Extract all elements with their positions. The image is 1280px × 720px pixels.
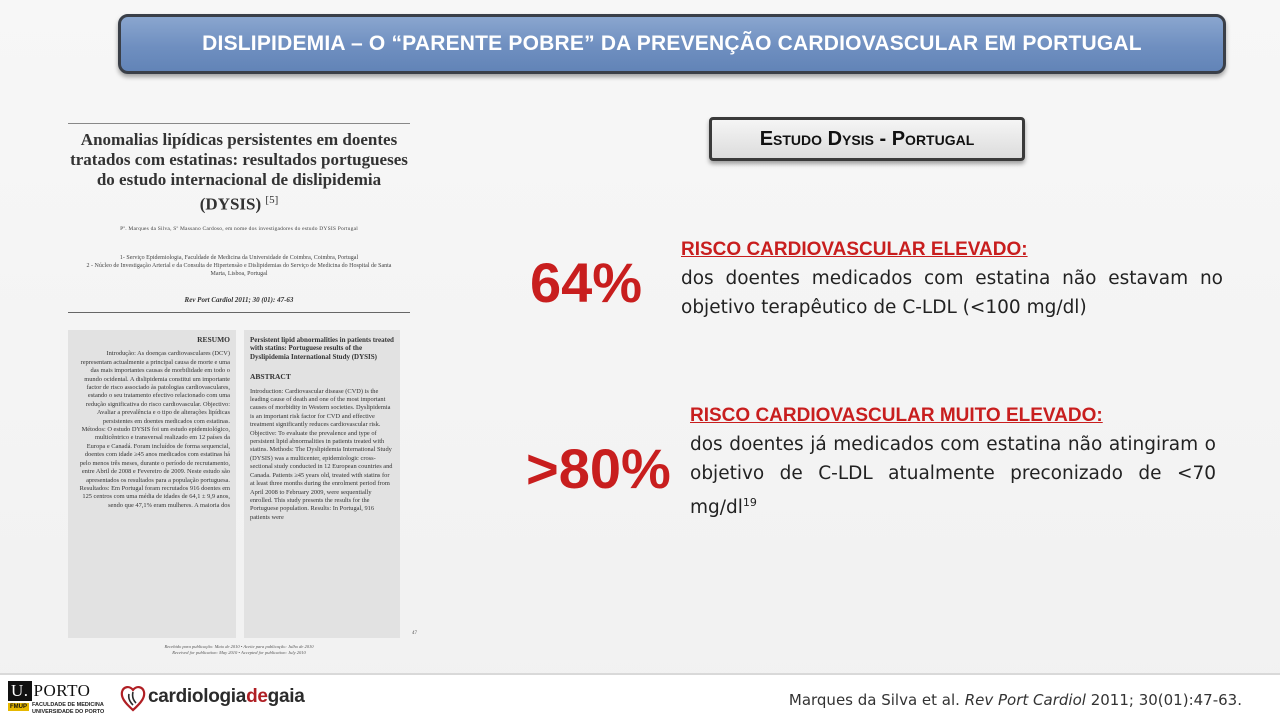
- footer: [0, 673, 1280, 720]
- slide-title: DISLIPIDEMIA – O “PARENTE POBRE” DA PREVENÇÃO CARDIOVASCULAR EM PORTUGAL: [202, 32, 1142, 55]
- english-title: Persistent lipid abnormalities in patients treated with statins: Portuguese results of the Dyslipidemia International Study (DYSIS): [250, 336, 394, 361]
- paper-title: Anomalias lipídicas persistentes em doentes tratados com estatinas: resultados portugueses do estudo internacional de dislipidemia (DYSIS) [5]: [70, 130, 408, 214]
- faculty-name: FACULDADE DE MEDICINA UNIVERSIDADE DO PORTO: [32, 702, 105, 715]
- stat-text: dos doentes já medicados com estatina não atingiram o objetivo de C-LDL atualmente preconizado de <70 $mg/dl^{19}$: [690, 434, 1216, 519]
- uporto-name: PORTO: [33, 681, 91, 700]
- resumo-heading: RESUMO: [197, 335, 230, 344]
- paper-page-number: 47: [412, 631, 417, 636]
- stat-heading: RISCO CARDIOVASCULAR MUITO ELEVADO:: [690, 405, 1103, 426]
- stat-high-risk: [681, 236, 1223, 322]
- stat-heading: RISCO CARDIOVASCULAR ELEVADO:: [681, 239, 1028, 260]
- stat-value-very-high-risk: >80%: [526, 437, 671, 500]
- stat-text: dos doentes medicados com estatina não estavam no objetivo terapêutico de C-LDL (<100 mg/dl): [681, 268, 1223, 318]
- citation: Marques da Silva et al. Rev Port Cardiol 2011; 30(01):47-63.: [788, 691, 1242, 709]
- paper-journal: Rev Port Cardiol 2011; 30 (01): 47-63: [184, 296, 294, 304]
- heart-icon: [120, 684, 146, 712]
- uporto-logo: [8, 681, 108, 719]
- uporto-u: U.: [8, 681, 32, 701]
- reference-superscript: 19: [742, 496, 757, 509]
- abstract-column: [244, 330, 400, 638]
- study-label: Estudo Dysis - Portugal: [759, 127, 975, 150]
- paper-authors: Pº. Marques da Silva, Sº Massano Cardoso, em nome dos investigadores do estudo DYSIS Portugal: [120, 226, 358, 232]
- paper-mid-rule: [68, 312, 410, 313]
- paper-scan: [60, 118, 420, 663]
- abstract-heading: ABSTRACT: [250, 372, 291, 382]
- stat-very-high-risk: [690, 402, 1216, 522]
- fmup-badge: FMUP: [10, 704, 27, 710]
- paper-title-ref: [5]: [265, 194, 279, 206]
- resumo-text: Introdução: As doenças cardiovasculares (DCV) representam actualmente a principal causa de morte e uma das mais importantes causas de morbilidade em todo o mundo ocidental. A dislipidemia constitui um importante factor de risco associado às patologias cardiovasculares, estando o seu tratamento efectivo relacionado com uma redução significativa do risco cardiovascular. Objectivo: Avaliar a prevalência e o tipo de alterações lipídicas persistentes em doentes medicados com estatinas. Métodos: O estudo DYSIS foi um estudo epidemiológico, multicêntrico e transversal realizado em 12 países da Europa e Canadá. Foram incluídos de forma sequencial, doentes com idade ≥45 anos medicados com estatinas há pelo menos três meses, durante o período de recrutamento, entre Abril de 2008 e Fevereiro de 2009. Neste estudo são apresentados os resultados para a população portuguesa. Resultados: Em Portugal foram recrutados 916 doentes em 125 centros com uma média de idades de 64,1 ± 9,9 anos, sendo que 47,1% eram mulheres. A maioria dos: [79, 350, 230, 509]
- study-label-box: [709, 117, 1025, 161]
- abstract-text: Introduction: Cardiovascular disease (CVD) is the leading cause of death and one of the most important causes of morbidity in Western societies. Dyslipidemia is an important risk factor for CVD and effective treatment significantly reduces cardiovascular risk. Objective: To evaluate the prevalence and type of persistent lipid abnormalities in patients treated with statins. Methods: The Dyslipidemia International Study (DYSIS) was a multicenter, epidemiologic cross-sectional study conducted in 12 European countries and Canada. Patients ≥45 years old, treated with statins for at least three months during the enrolment period from April 2008 to February 2009, were sequentially enrolled. This study presents the results for the Portuguese population. Results: In Portugal, 916 patients were: [250, 387, 393, 521]
- paper-received: Recebido para publicação: Maio de 2010 • Aceite para publicação: Julho de 2010 Received for publication: May 2010 • Accepted for publication: July 2010: [164, 644, 314, 655]
- stat-value-high-risk: 64%: [530, 251, 643, 314]
- paper-top-rule: [68, 123, 410, 124]
- title-bar: [118, 14, 1226, 74]
- cardiologiadegaia-logo: cardiologiadegaia: [148, 686, 305, 707]
- paper-affiliations: 1- Serviço Epidemiologia, Faculdade de Medicina da Universidade de Coimbra, Coimbra, Portugal 2 - Núcleo de Investigação Arterial e da Consulta de Hipertensão e Dislipidemias do Serviço de Medicina do Hospital de Santa Marta, Lisboa, Portugal: [86, 255, 392, 277]
- resumo-column: [68, 330, 236, 638]
